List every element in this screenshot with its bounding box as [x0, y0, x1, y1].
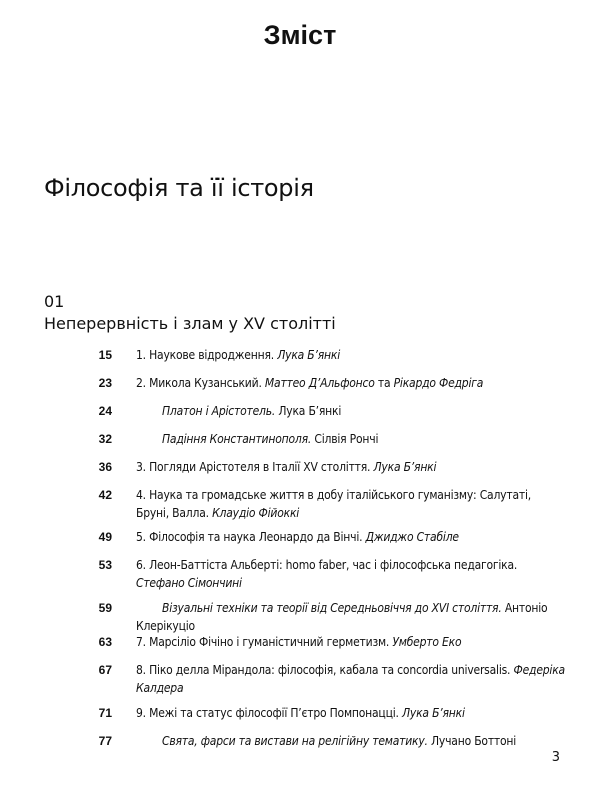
toc-page-number: 42 — [98, 488, 112, 502]
toc-page-number: 77 — [98, 734, 112, 748]
toc-entry-author: Лука Б’янкі — [278, 404, 342, 418]
page-number: 3 — [551, 750, 560, 765]
toc-page-number: 24 — [98, 404, 112, 418]
toc-entry-title: 4. Наука та громадське життя в добу італійського гуманізму: Салутаті, Бруні, Валла. — [136, 488, 531, 520]
toc-entry-author: Лучано Боттоні — [431, 734, 517, 748]
toc-entry-author: Маттео Д’Альфонсо — [264, 376, 375, 390]
toc-entry-author: Стефано Сімончині — [136, 576, 242, 590]
toc-entry-author: Лука Б’янкі — [402, 706, 465, 720]
part-title: Філософія та її історія — [44, 174, 314, 202]
toc-entry-author: Антоніо Клерікуціо — [136, 601, 548, 633]
toc-entry-author: Федеріка Калдера — [136, 663, 565, 695]
toc-entry-author: Клаудіо Фійоккі — [212, 506, 300, 520]
toc-entry-author: Рікардо Федріга — [393, 376, 484, 390]
toc-page-number: 49 — [98, 530, 112, 544]
toc-entry-title: 3. Погляди Арістотеля в Італії XV століття. — [136, 460, 371, 474]
section-number: 01 — [44, 292, 65, 311]
toc-entry-author: Джиджо Стабіле — [365, 530, 459, 544]
toc-page-number: 59 — [98, 601, 112, 615]
toc-page-number: 32 — [98, 432, 112, 446]
toc-page-number: 36 — [98, 460, 112, 474]
toc-entry-title: 7. Марсіліо Фічіно і гуманістичний герметизм. — [136, 635, 390, 649]
toc-entry-conjunction: та — [374, 376, 394, 390]
toc-page-number: 63 — [98, 635, 112, 649]
section-title: Неперервність і злам у XV столітті — [44, 314, 336, 333]
toc-entry-title: 8. Піко делла Мірандола: філософія, кабала та concordia universalis. — [136, 663, 511, 677]
toc-entry-title: Візуальні техніки та теорії від Середньовіччя до XVI століття. — [162, 601, 502, 615]
toc-page-number: 15 — [98, 348, 112, 362]
page-title: Зміст — [263, 20, 337, 50]
toc-entry-title: 2. Микола Кузанський. — [136, 376, 262, 390]
toc-entry-title: 5. Філософія та наука Леонардо да Вінчі. — [136, 530, 363, 544]
toc-page-number: 53 — [98, 558, 112, 572]
toc-page-number: 23 — [98, 376, 112, 390]
toc-page-number: 71 — [98, 706, 112, 720]
toc-entry-title: Свята, фарси та вистави на релігійну тематику. — [162, 734, 428, 748]
toc-entry-author: Умберто Еко — [392, 635, 462, 649]
toc-entry-author: Лука Б’янкі — [373, 460, 437, 474]
toc-entry-title: 9. Межі та статус філософії П’єтро Помпонацці. — [136, 706, 399, 720]
toc-entry-title: Падіння Константинополя. — [162, 432, 312, 446]
toc-entry-title: 6. Леон-Баттіста Альберті: homo faber, час і філософська педагогіка. — [136, 558, 518, 572]
toc-page-number: 67 — [98, 663, 112, 677]
toc-entry-author: Лука Б’янкі — [277, 348, 340, 362]
toc-entry-title: Платон і Арістотель. — [162, 404, 276, 418]
toc-entry-title: 1. Наукове відродження. — [136, 348, 274, 362]
toc-entry-author: Сілвія Рончі — [314, 432, 379, 446]
